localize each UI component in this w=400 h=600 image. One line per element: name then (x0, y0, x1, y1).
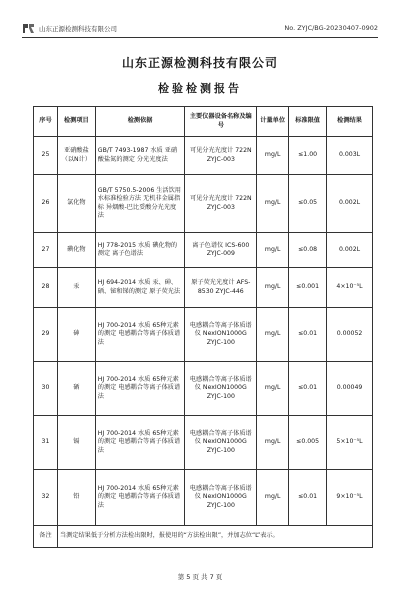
cell-limit: ≤0.01 (289, 308, 327, 362)
cell-item: 铅 (57, 470, 95, 526)
cell-instrument: 电感耦合等离子体质谱仪 NexION1000G ZYJC-100 (185, 470, 257, 526)
cell-seq: 32 (34, 470, 58, 526)
note-label: 备注 (34, 526, 58, 548)
cell-basis: HJ 700-2014 水质 65种元素的测定 电感耦合等离子体质谱法 (95, 470, 185, 526)
table-row (34, 268, 373, 308)
cell-unit: mg/L (257, 268, 289, 308)
report-subtitle: 检验检测报告 (158, 82, 242, 95)
cell-item: 氯化物 (57, 175, 95, 233)
header-divider (22, 37, 378, 38)
cell-item: 亚硝酸盐（以N计） (57, 137, 95, 175)
col-header-seq: 序号 (34, 107, 58, 137)
col-header-unit: 计量单位 (257, 107, 289, 137)
cell-seq: 30 (34, 362, 58, 416)
cell-limit: ≤0.01 (289, 470, 327, 526)
table-row (34, 362, 373, 416)
cell-unit: mg/L (257, 470, 289, 526)
cell-limit: ≤1.00 (289, 137, 327, 175)
cell-result: 9×10⁻⁵L (327, 470, 373, 526)
cell-seq: 28 (34, 268, 58, 308)
note-text: 当测定结果低于分析方法检出限时，报使用的“方法检出限”，并加志位“L”表示。 (57, 526, 372, 548)
cell-instrument: 原子荧光光度计 AFS-8530 ZYJC-446 (185, 268, 257, 308)
col-header-instrument: 主要仪器设备名称及编号 (185, 107, 257, 137)
header-company-name: 山东正源检测科技有限公司 (39, 25, 117, 33)
cell-result: 0.00052 (327, 308, 373, 362)
cell-item: 碘化物 (57, 233, 95, 268)
col-header-result: 检测结果 (327, 107, 373, 137)
cell-limit: ≤0.001 (289, 268, 327, 308)
cell-result: 0.002L (327, 233, 373, 268)
document-number: No. ZYJC/BG-20230407-0902 (284, 24, 378, 32)
table-row (34, 308, 373, 362)
cell-basis: HJ 700-2014 水质 65种元素的测定 电感耦合等离子体质谱法 (95, 416, 185, 470)
cell-result: 0.00049 (327, 362, 373, 416)
cell-basis: HJ 778-2015 水质 碘化物的测定 离子色谱法 (95, 233, 185, 268)
cell-result: 0.003L (327, 137, 373, 175)
table-row (34, 233, 373, 268)
cell-basis: GB/T 5750.5-2006 生活饮用水标准检验方法 无机非金属指标 异烟酸-巴比妥酸分光光度法 (95, 175, 185, 233)
cell-basis: HJ 700-2014 水质 65种元素的测定 电感耦合等离子体质谱法 (95, 308, 185, 362)
cell-item: 砷 (57, 308, 95, 362)
cell-unit: mg/L (257, 308, 289, 362)
cell-limit: ≤0.01 (289, 362, 327, 416)
page-footer: 第 5 页 共 7 页 (177, 573, 223, 581)
cell-result: 5×10⁻⁵L (327, 416, 373, 470)
cell-seq: 26 (34, 175, 58, 233)
cell-limit: ≤0.08 (289, 233, 327, 268)
cell-instrument: 离子色谱仪 ICS-600 ZYJC-009 (185, 233, 257, 268)
results-table (33, 106, 373, 548)
cell-unit: mg/L (257, 362, 289, 416)
cell-result: 4×10⁻⁵L (327, 268, 373, 308)
cell-basis: GB/T 7493-1987 水质 亚硝酸盐氮的测定 分光光度法 (95, 137, 185, 175)
table-row (34, 137, 373, 175)
cell-basis: HJ 700-2014 水质 65种元素的测定 电感耦合等离子体质谱法 (95, 362, 185, 416)
cell-result: 0.002L (327, 175, 373, 233)
cell-instrument: 电感耦合等离子体质谱仪 NexION1000G ZYJC-100 (185, 362, 257, 416)
cell-unit: mg/L (257, 233, 289, 268)
cell-unit: mg/L (257, 175, 289, 233)
col-header-limit: 标准限值 (289, 107, 327, 137)
cell-item: 镉 (57, 416, 95, 470)
table-row (34, 175, 373, 233)
table-header-row (34, 107, 373, 137)
cell-instrument: 电感耦合等离子体质谱仪 NexION1000G ZYJC-100 (185, 308, 257, 362)
col-header-item: 检测项目 (57, 107, 95, 137)
cell-item: 汞 (57, 268, 95, 308)
cell-instrument: 可见分光光度计 722N ZYJC-003 (185, 137, 257, 175)
note-row (34, 526, 373, 548)
cell-unit: mg/L (257, 137, 289, 175)
cell-item: 硒 (57, 362, 95, 416)
cell-seq: 27 (34, 233, 58, 268)
cell-seq: 25 (34, 137, 58, 175)
cell-instrument: 电感耦合等离子体质谱仪 NexION1000G ZYJC-100 (185, 416, 257, 470)
cell-limit: ≤0.05 (289, 175, 327, 233)
col-header-basis: 检测依据 (95, 107, 185, 137)
page-header (22, 20, 378, 38)
cell-unit: mg/L (257, 416, 289, 470)
table-row (34, 470, 373, 526)
cell-seq: 31 (34, 416, 58, 470)
cell-seq: 29 (34, 308, 58, 362)
cell-basis: HJ 694-2014 水质 汞、砷、硒、铋和锑的测定 原子荧光法 (95, 268, 185, 308)
cell-instrument: 可见分光光度计 722N ZYJC-003 (185, 175, 257, 233)
cell-limit: ≤0.005 (289, 416, 327, 470)
company-logo-icon (22, 22, 35, 34)
page-title: 山东正源检测科技有限公司 (121, 56, 278, 70)
table-row (34, 416, 373, 470)
